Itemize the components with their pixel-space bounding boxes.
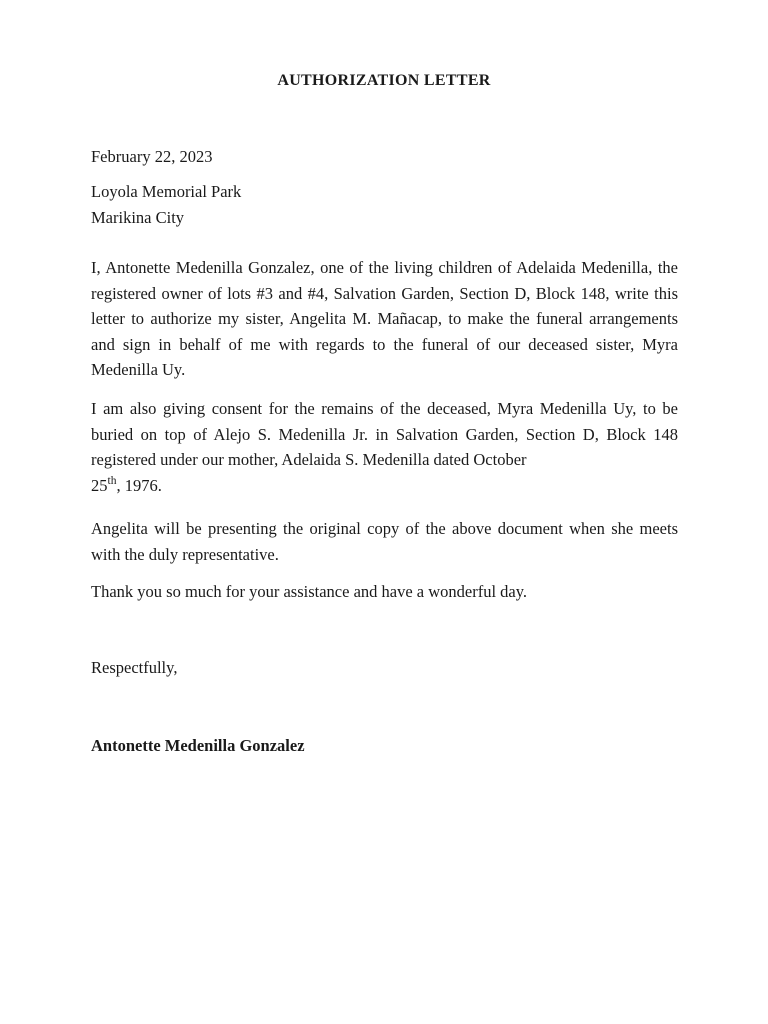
paragraph-2-day: 25 [91, 475, 108, 495]
recipient-city: Marikina City [91, 207, 185, 227]
body-paragraph-2 [91, 396, 678, 498]
signature-name: Antonette Medenilla Gonzalez [91, 736, 305, 755]
paragraph-2-year: , 1976. [116, 475, 162, 495]
recipient-name: Loyola Memorial Park [91, 182, 242, 201]
body-paragraph-3: Angelita will be presenting the original copy of the above document when she meets with the duly representative. [91, 519, 678, 564]
body-paragraph-1: I, Antonette Medenilla Gonzalez, one of the living children of Adelaida Medenilla, the registered owner of lots #3 and #4, Salvation Garden, Section D, Block 148, write this letter to authorize my sister, Angelita M. Mañacap, to make the funeral arrangements and sign in behalf of me with regards to the funeral of our deceased sister, Myra Medenilla Uy. [91, 258, 678, 379]
letter-title: AUTHORIZATION LETTER [277, 72, 491, 89]
paragraph-2-text: I am also giving consent for the remains of the deceased, Myra Medenilla Uy, to be buried on top of Alejo S. Medenilla Jr. in Salvation Garden, Section D, Block 148 registered under our mother, Adelaida S. Medenilla dated October [91, 399, 678, 469]
letter-date: February 22, 2023 [91, 147, 213, 166]
recipient-address [91, 179, 678, 230]
ordinal-suffix: th [107, 474, 117, 487]
body-paragraph-4: Thank you so much for your assistance and have a wonderful day. [91, 582, 528, 601]
closing-salutation: Respectfully, [91, 658, 178, 677]
